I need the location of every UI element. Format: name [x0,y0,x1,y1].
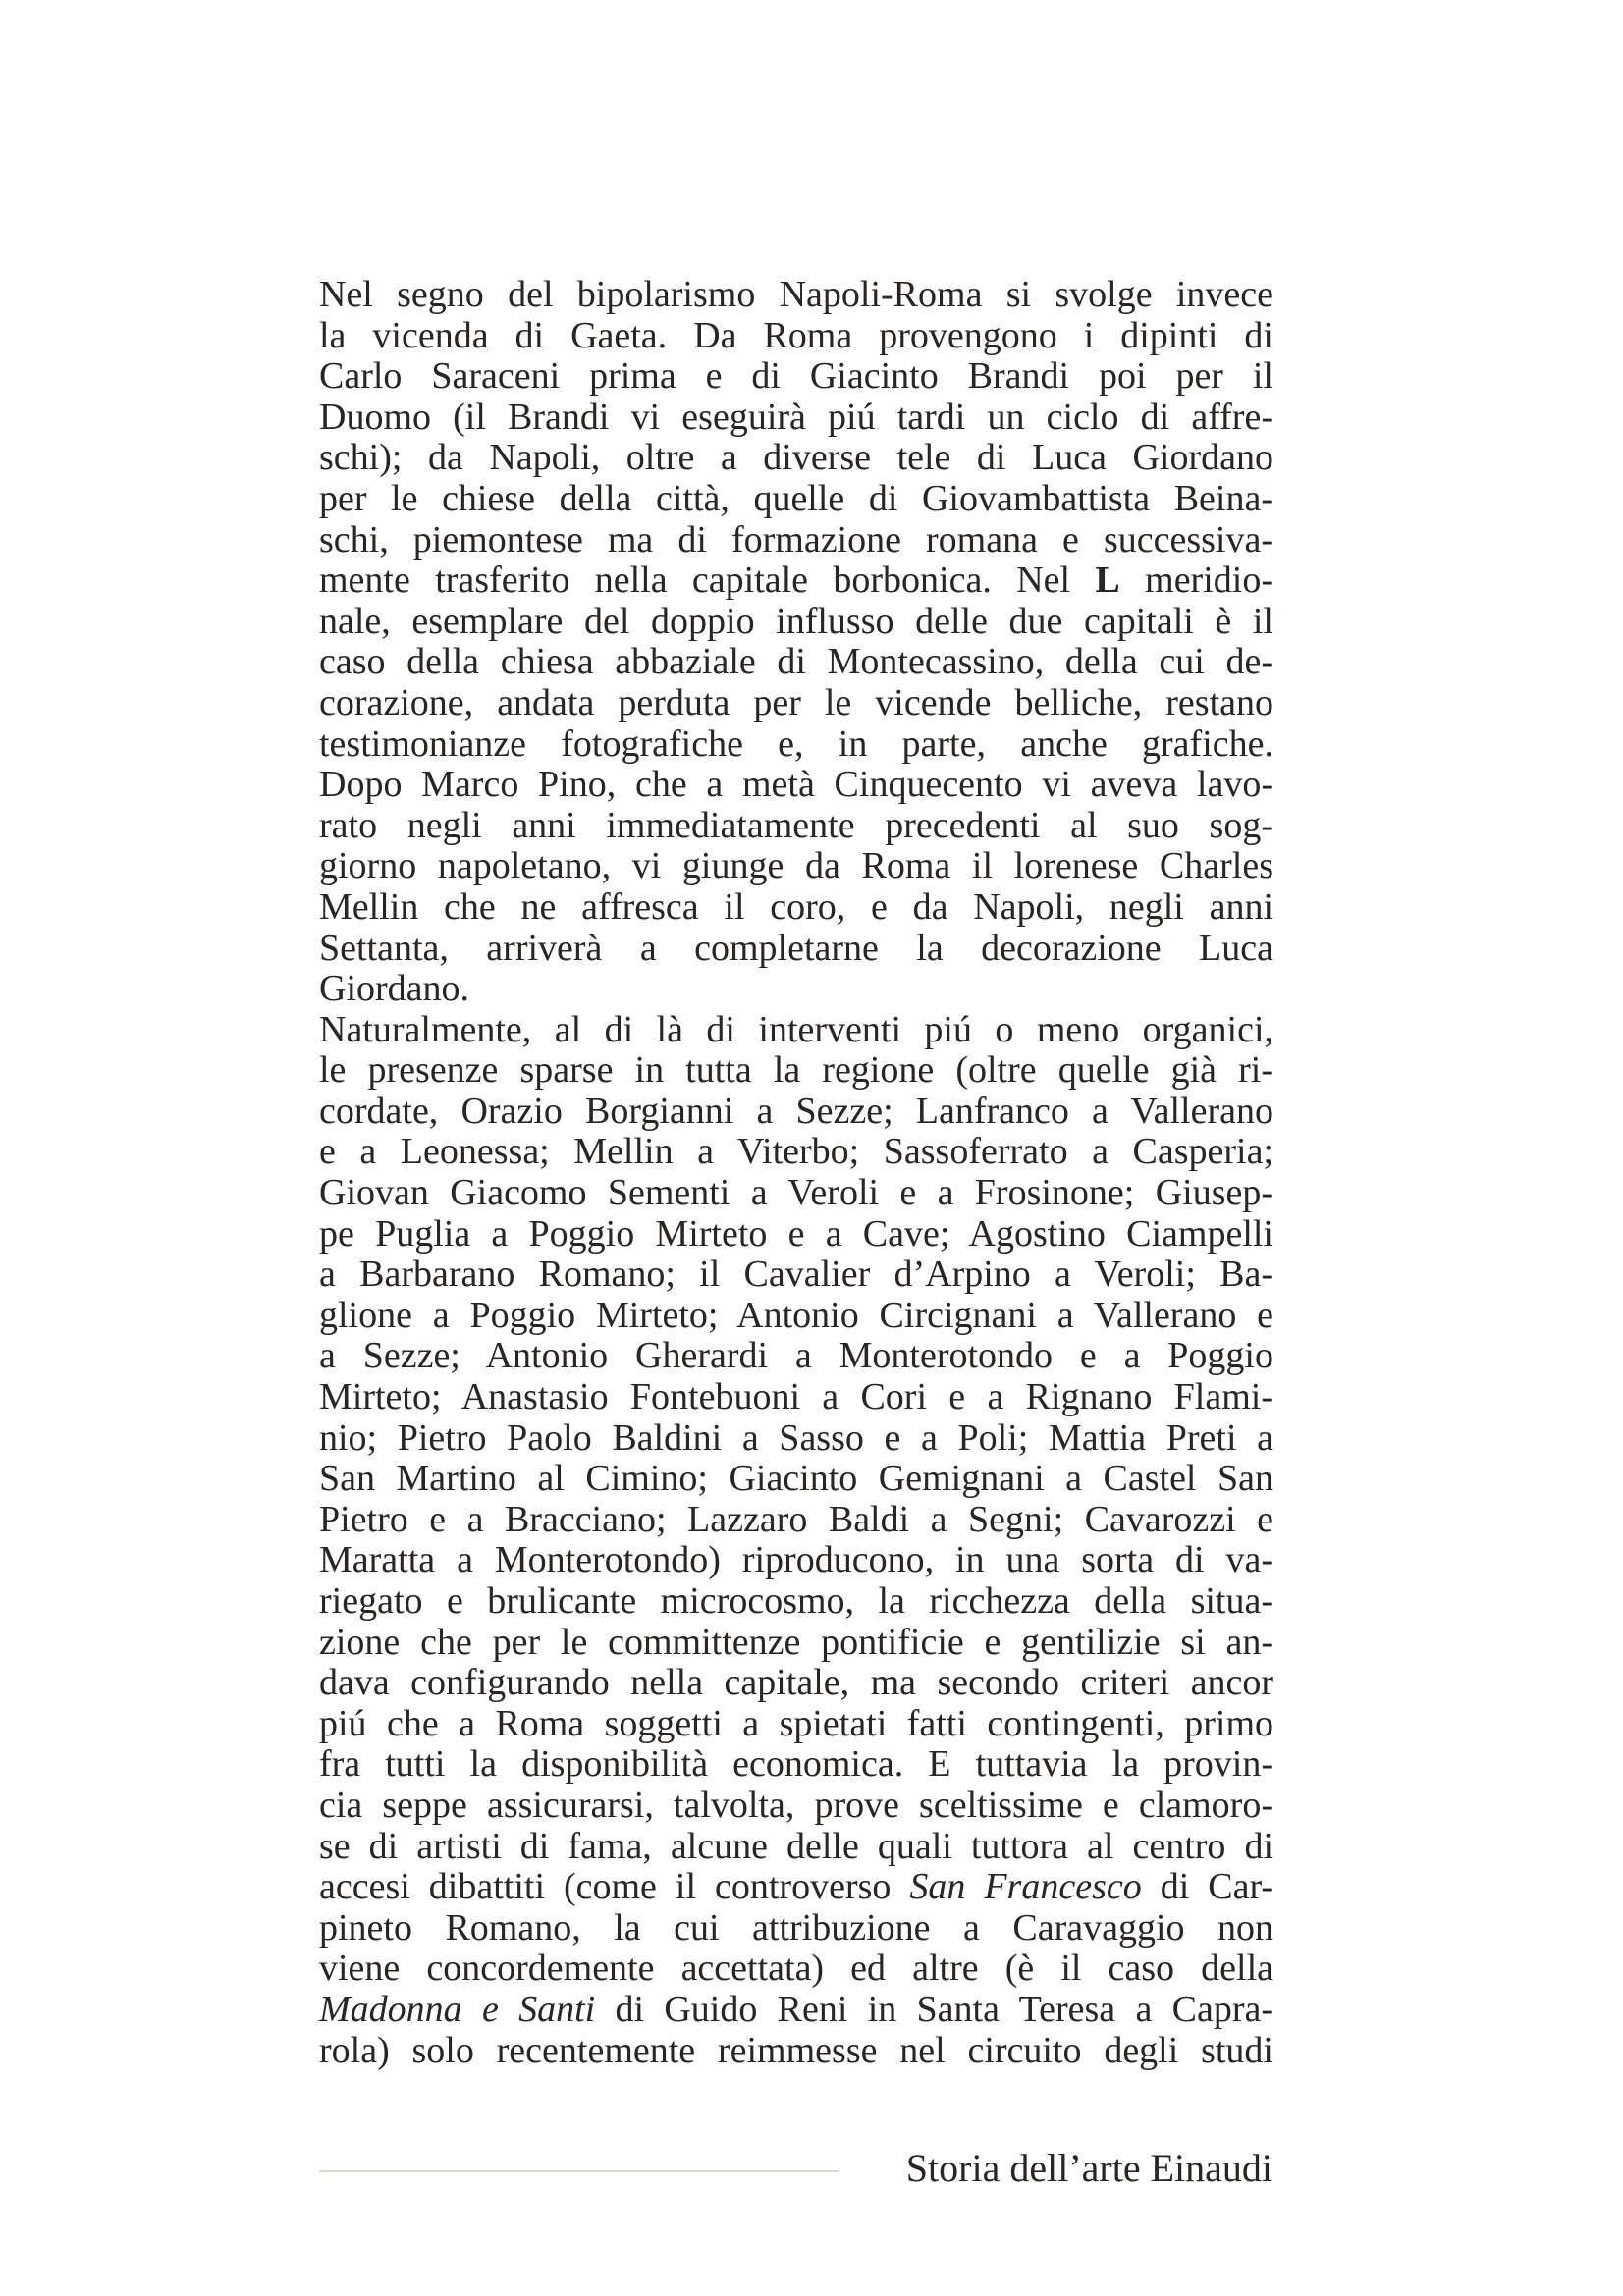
italic-run: Madonna e Santi [319,1988,596,2030]
text-line [319,1990,1273,2031]
text-line [319,887,1273,929]
text-run: Naturalmente, al di là di interventi piú o meno organici, [319,1008,1273,1050]
footer-rule [319,2170,839,2172]
text-line [319,1173,1273,1214]
text-run: corazione, andata perduta per le vicende belliche, restano [319,681,1273,723]
text-run: riegato e brulicante microcosmo, la ricchezza della situa- [319,1580,1273,1622]
text-run: le presenze sparse in tutta la regione (oltre quelle già ri- [319,1049,1273,1092]
text-run: di Car- [1141,1866,1274,1908]
text-run: mente trasferito nella capitale borbonica. Nel [319,560,1096,602]
text-line [319,398,1273,439]
text-line [319,1255,1273,1296]
text-run: meridio- [1119,560,1273,602]
text-line [319,1744,1273,1786]
text-line [319,683,1273,724]
text-run: Mellin che ne affresca il coro, e da Napoli, negli anni [319,885,1273,928]
text-run: rato negli anni immediatamente precedenti al suo sog- [319,804,1273,846]
body-text [319,275,1273,2071]
text-run: cordate, Orazio Borgianni a Sezze; Lanfranco a Vallerano [319,1090,1273,1132]
text-run: testimonianze fotografiche e, in parte, anche grafiche. [319,722,1273,765]
text-run: rola) solo recentemente reimmesse nel circuito degli studi [319,2029,1273,2071]
text-run: Nel segno del bipolarismo Napoli-Roma si svolge invece [319,274,1273,315]
text-run: di Guido Reni in Santa Teresa a Capra- [595,1988,1273,2030]
text-run: a Sezze; Antonio Gherardi a Monterotondo e a Poggio [319,1335,1273,1377]
text-line [319,1418,1273,1460]
text-run: Pietro e a Bracciano; Lazzaro Baldi a Segni; Cavarozzi e [319,1498,1273,1540]
text-run: nio; Pietro Paolo Baldini a Sasso e a Poli; Mattia Preti a [319,1416,1273,1459]
text-run: fra tutti la disponibilità economica. E tuttavia la provin- [319,1743,1273,1786]
text-run: piú che a Roma soggetti a spietati fatti contingenti, primo [319,1702,1273,1744]
text-line [319,1377,1273,1418]
text-run: pineto Romano, la cui attribuzione a Caravaggio non [319,1906,1273,1949]
text-run: per le chiese della città, quelle di Giovambattista Beina- [319,477,1273,519]
text-line [319,642,1273,683]
text-run: Giovan Giacomo Sementi a Veroli e a Frosinone; Giusep- [319,1172,1273,1214]
text-run: nale, esemplare del doppio influsso delle due capitali è il [319,600,1273,642]
text-run: Maratta a Monterotondo) riproducono, in una sorta di va- [319,1539,1273,1581]
text-run: e a Leonessa; Mellin a Viterbo; Sassoferrato a Casperia; [319,1131,1273,1173]
text-run: schi); da Napoli, oltre a diverse tele di Luca Giordano [319,437,1273,479]
footer-title: Storia dell’arte Einaudi [905,2146,1272,2190]
text-line [319,1623,1273,1664]
text-line [319,1704,1273,1745]
text-line [319,1786,1273,1827]
text-line [319,602,1273,643]
text-line [319,1010,1273,1051]
text-line [319,969,1273,1010]
text-line [319,479,1273,520]
text-line [319,1092,1273,1133]
text-run: se di artisti di fama, alcune delle quali tuttora al centro di [319,1825,1273,1867]
text-line [319,1050,1273,1092]
text-run: caso della chiesa abbaziale di Montecassino, della cui de- [319,641,1273,683]
text-run: Duomo (il Brandi vi eseguirà piú tardi un ciclo di affre- [319,396,1273,438]
text-run: dava configurando nella capitale, ma secondo criteri ancor [319,1662,1273,1704]
text-run: Carlo Saraceni prima e di Giacinto Brandi poi per il [319,355,1273,398]
text-line [319,1214,1273,1255]
text-run: Dopo Marco Pino, che a metà Cinquecento vi aveva lavo- [319,764,1273,806]
italic-run: San Francesco [909,1866,1142,1908]
text-line [319,1540,1273,1581]
text-line [319,356,1273,398]
text-run: pe Puglia a Poggio Mirteto e a Cave; Agostino Ciampelli [319,1212,1273,1255]
text-line [319,1500,1273,1541]
text-line [319,275,1273,316]
text-run: schi, piemontese ma di formazione romana e successiva- [319,518,1273,561]
text-run: viene concordemente accettata) ed altre (è il caso della [319,1948,1273,1990]
text-line [319,765,1273,806]
text-line [319,1459,1273,1500]
text-run: Settanta, arriverà a completarne la decorazione Luca [319,927,1273,969]
text-line [319,438,1273,479]
text-run: a Barbarano Romano; il Cavalier d’Arpino a Veroli; Ba- [319,1254,1273,1296]
text-line [319,724,1273,766]
text-run: zione che per le committenze pontificie e gentilizie si an- [319,1621,1273,1663]
text-line [319,806,1273,847]
text-run: Giordano. [319,968,470,1010]
text-line [319,2031,1273,2072]
text-line [319,1581,1273,1623]
text-line [319,846,1273,887]
text-line [319,1949,1273,1990]
text-line [319,316,1273,357]
text-run: glione a Poggio Mirteto; Antonio Circignani a Vallerano e [319,1294,1273,1336]
text-line [319,929,1273,970]
text-run: San Martino al Cimino; Giacinto Gemignani a Castel San [319,1458,1273,1500]
text-run: cia seppe assicurarsi, talvolta, prove sceltissime e clamoro- [319,1784,1273,1826]
text-line [319,561,1273,602]
text-run: Mirteto; Anastasio Fontebuoni a Cori e a Rignano Flami- [319,1376,1273,1418]
bold-run: L [1095,560,1120,602]
text-run: la vicenda di Gaeta. Da Roma provengono i dipinti di [319,314,1273,356]
text-line [319,520,1273,561]
text-line [319,1663,1273,1704]
text-line [319,1132,1273,1173]
text-line [319,1827,1273,1868]
text-line [319,1908,1273,1949]
text-line [319,1867,1273,1908]
text-run: giorno napoletano, vi giunge da Roma il lorenese Charles [319,845,1273,887]
text-line [319,1296,1273,1337]
text-run: accesi dibattiti (come il controverso [319,1866,910,1908]
text-line [319,1336,1273,1377]
